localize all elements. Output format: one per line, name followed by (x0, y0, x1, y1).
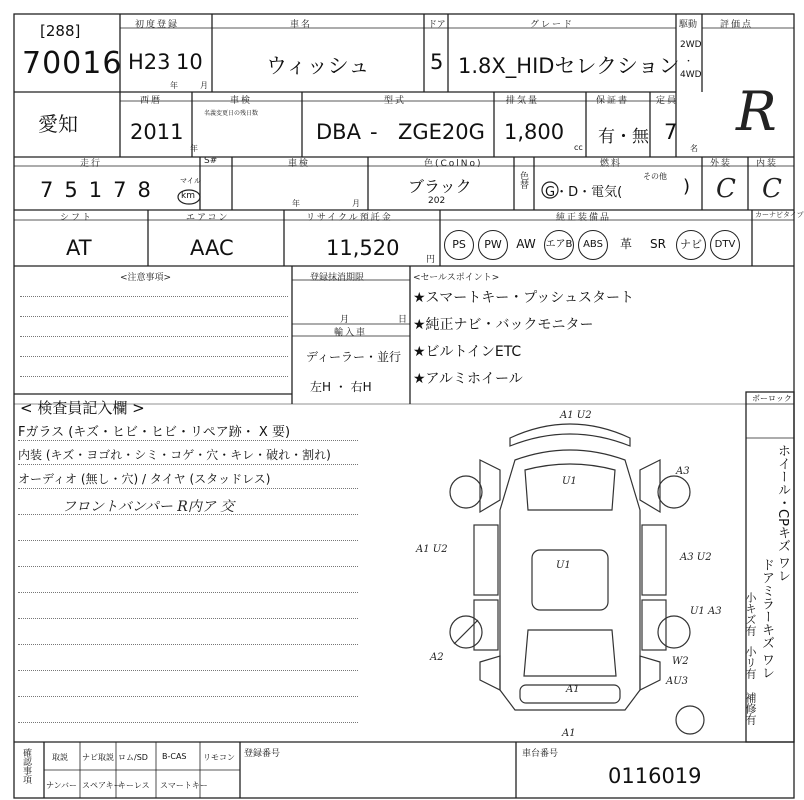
doors-label: ドア (428, 20, 446, 30)
deadline-month: 月 (340, 315, 350, 325)
diagram-mark: A3 U2 (680, 552, 712, 563)
check-smart-key: スマートキー (160, 781, 208, 790)
grade: 1.8X_HIDセレクション (458, 54, 680, 78)
shaken-label: 車検 (230, 96, 253, 106)
shift: AT (66, 236, 92, 260)
checks-label: 確認事項 (21, 748, 31, 784)
equipment-dtv: DTV (710, 230, 740, 260)
mileage (40, 178, 162, 202)
diagram-mark: A1 (566, 684, 580, 695)
mileage-digit: 1 (88, 178, 114, 202)
exterior-grade: C (716, 174, 736, 204)
model-prefix: DBA (316, 120, 361, 144)
chassis-number: 0116019 (608, 764, 702, 788)
drive-dot: ・ (684, 57, 694, 67)
cc-unit: cc (574, 143, 583, 152)
bordered-note: 小リ有 (744, 646, 757, 679)
mileage-digit: 8 (137, 178, 162, 202)
diagram-mark: A1 U2 (416, 544, 448, 555)
check-plate: ナンバー (46, 781, 78, 790)
bordered-note: ホイール・CPキズ ワレ (775, 444, 790, 583)
equipment-navi: ナビ (676, 230, 706, 260)
equipment-ps: PS (444, 230, 474, 260)
capacity-label: 定員 (656, 96, 679, 106)
recycle-fee: 11,520 (326, 236, 400, 260)
warranty: 有・無 (598, 127, 649, 147)
registration-number-label: 登録番号 (244, 749, 281, 759)
inspector-interior: 内装 (キズ・ヨゴれ・シミ・コゲ・穴・キレ・破れ・割れ) (18, 448, 331, 462)
mileage-miles-unit: マイル (180, 177, 201, 185)
rating-label: 評価点 (720, 20, 754, 30)
check-spare-key: スペアキー (82, 781, 122, 790)
color-label: 色(ColNo) (424, 159, 483, 169)
car-diagram (416, 400, 740, 740)
grade-label: グレード (530, 20, 575, 30)
model-label: 型式 (384, 96, 407, 106)
inspector-audio-tire: オーディオ (無し・穴) / タイヤ (スタッドレス) (18, 472, 271, 486)
drive-label: 駆動 (679, 20, 698, 30)
bordered-note: 補修有 (744, 692, 757, 725)
sales-point: ★純正ナビ・バックモニター (413, 317, 594, 333)
diagram-mark: A2 (430, 652, 444, 663)
fuel-label: 燃料 (600, 159, 623, 169)
diagram-mark: A1 U2 (560, 410, 592, 421)
inspector-title: < 検査員記入欄 > (20, 399, 145, 417)
equipment-airbag: エアB (544, 230, 574, 260)
sales-point: ★スマートキー・プッシュスタート (413, 290, 635, 306)
exterior-label: 外装 (710, 159, 733, 169)
interior-label: 内装 (756, 159, 779, 169)
diagram-mark: U1 (562, 476, 577, 487)
capacity: 7 (664, 120, 678, 144)
year: 2011 (130, 120, 184, 144)
sharp-label: S# (204, 156, 218, 166)
car-name-label: 車名 (290, 20, 313, 30)
check-rom-sd: ロム/SD (118, 753, 148, 762)
prefecture: 愛知 (38, 112, 78, 136)
equipment-abs: ABS (578, 230, 608, 260)
sales-point: ★アルミホイール (413, 371, 523, 387)
handle-side: 左H ・ 右H (310, 380, 372, 394)
displacement-label: 排気量 (506, 96, 540, 106)
navi-type-label: カーナビタイプ (755, 211, 804, 219)
equipment-leather: 革 (619, 237, 632, 251)
inspector-glass: Fガラス (キズ・ヒビ・ヒビ・リペア跡・ X 要) (18, 425, 291, 440)
registration-month: 10 (176, 50, 203, 74)
registration-year-unit: 年 (170, 81, 178, 90)
shift-label: シフト (60, 213, 94, 223)
bordered-note: 小キズ有 (744, 592, 757, 636)
equipment-list (444, 230, 794, 262)
fuel-close: ) (683, 176, 691, 197)
diagram-mark: U1 (556, 560, 571, 571)
import-label: 輸入車 (334, 328, 368, 338)
registration-deadline-label: 登録抹消期限 (310, 273, 365, 283)
bordered-note: ドアミラーキズ ワレ (759, 558, 774, 680)
check-bcas: B-CAS (162, 752, 187, 761)
equipment-label: 純正装備品 (556, 213, 612, 223)
capacity-unit: 名 (690, 144, 698, 153)
first-registration-label: 初度登録 (135, 20, 180, 30)
yen-unit: 円 (426, 255, 436, 265)
doors: 5 (430, 50, 444, 74)
mileage-label: 走行 (80, 159, 103, 169)
year-unit: 年 (190, 144, 198, 153)
import-dealer: ディーラー・並行 (306, 350, 402, 364)
aircon-label: エアコン (186, 213, 230, 223)
diagram-mark: U1 A3 (690, 606, 722, 617)
inspector-handwritten-note: フロントバンパー R内ア 交 (62, 499, 235, 515)
warranty-label: 保証書 (596, 96, 630, 106)
recycle-label: リサイクル預託金 (306, 213, 393, 223)
color-number: 202 (428, 196, 446, 206)
shaken-year-unit: 年 (292, 199, 300, 208)
interior-grade: C (762, 174, 782, 204)
lot-number: [288] (40, 22, 81, 40)
aircon: AAC (190, 236, 234, 260)
mileage-digit: 7 (40, 178, 65, 202)
sales-point: ★ビルトインETC (413, 344, 522, 360)
equipment-aw: AW (516, 237, 536, 251)
equipment-pw: PW (478, 230, 508, 260)
shaken-note: 名義変更日の残日数 (204, 110, 259, 117)
check-manual: 取説 (52, 753, 68, 762)
color-name: ブラック (408, 177, 472, 196)
equipment-sunroof: SR (650, 237, 666, 251)
model-code: ZGE20G (398, 120, 485, 144)
mileage-digit: 5 (64, 178, 89, 202)
deadline-day: 日 (398, 315, 408, 325)
check-navi-manual: ナビ取説 (82, 753, 114, 762)
registration-era: H23 (128, 50, 171, 74)
rating: R (736, 80, 777, 143)
drive-2wd: 2WD (680, 40, 702, 50)
drive-4wd: 4WD (680, 70, 702, 80)
body-type-label: 車検 (288, 159, 311, 169)
registration-month-unit: 月 (200, 81, 208, 90)
model-dash: - (370, 120, 378, 144)
mileage-digit: 7 (113, 178, 138, 202)
check-keyless: キーレス (118, 781, 150, 790)
sales-points-label: <セールスポイント> (413, 273, 500, 283)
diagram-mark: A1 (562, 728, 576, 739)
diagram-mark: W2 (672, 656, 689, 667)
mileage-km-unit: km (181, 191, 195, 201)
displacement: 1,800 (504, 120, 565, 144)
bordered-label: ボーロック (752, 394, 792, 403)
check-remote: リモコン (203, 753, 235, 762)
fuel: G・D・電気( (545, 185, 623, 200)
sales-points-list (413, 285, 743, 393)
year-label: 西暦 (140, 96, 163, 106)
chassis-label: 車台番号 (522, 749, 559, 759)
car-name: ウィッシュ (266, 54, 370, 78)
color-change-label: 色替 (518, 171, 528, 189)
notes-label: <注意事項> (120, 273, 172, 283)
diagram-mark: AU3 (666, 676, 689, 687)
auction-number: 70016 (22, 46, 123, 81)
fuel-other: その他 (643, 172, 667, 181)
shaken-month-unit: 月 (352, 199, 360, 208)
diagram-mark: A3 (676, 466, 690, 477)
